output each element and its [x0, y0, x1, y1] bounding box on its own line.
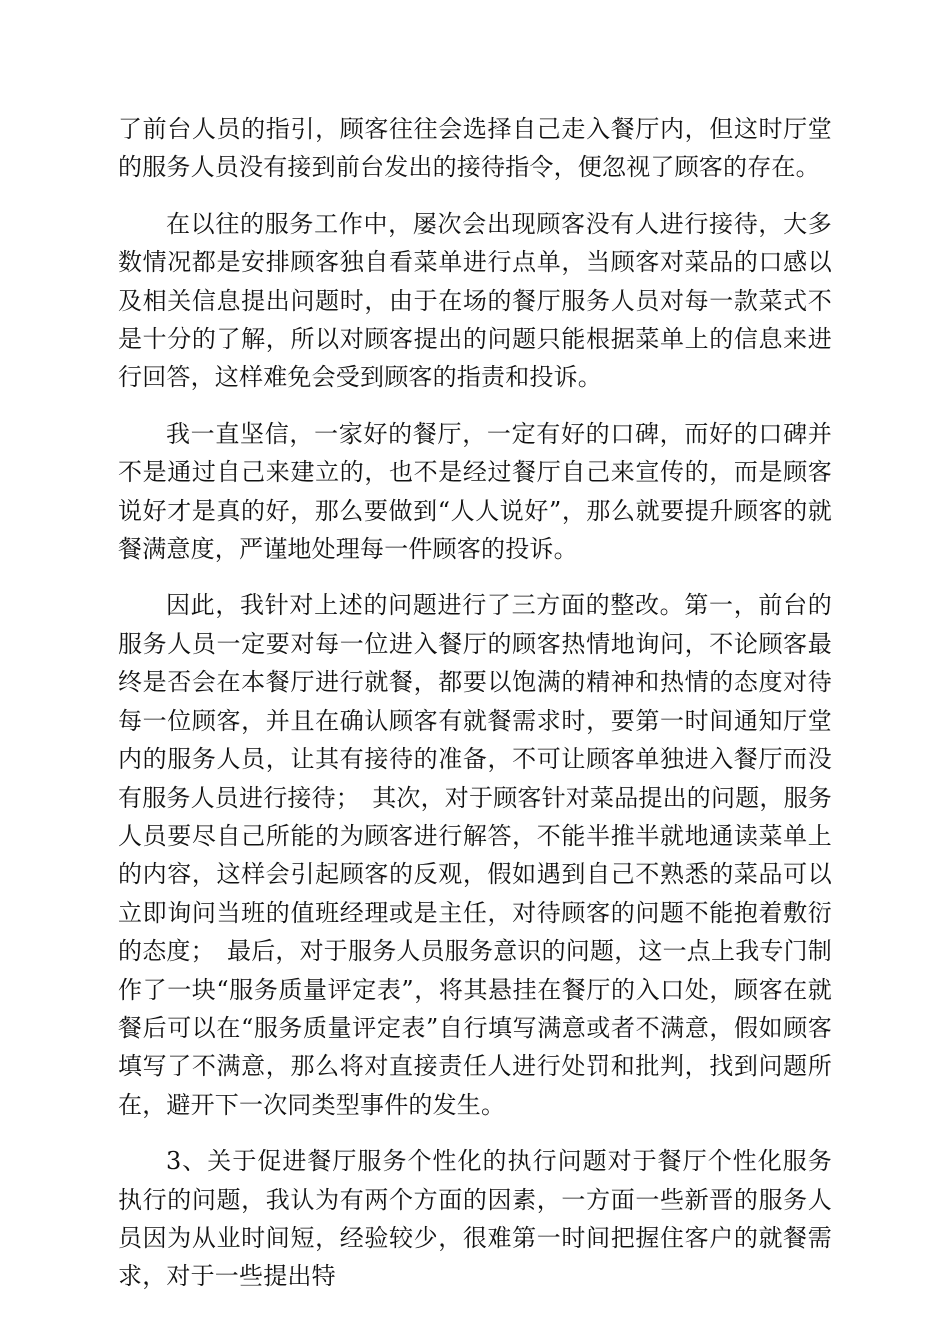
paragraph-2: 在以往的服务工作中，屡次会出现顾客没有人进行接待，大多数情况都是安排顾客独自看菜单进行点单，当顾客对菜品的口感以及相关信息提出问题时，由于在场的餐厅服务人员对每一款菜式不是十分的了解，所以对顾客提出的问题只能根据菜单上的信息来进行回答，这样难免会受到顾客的指责和投诉。: [118, 209, 832, 392]
paragraph-1: 了前台人员的指引，顾客往往会选择自己走入餐厅内，但这时厅堂的服务人员没有接到前台发出的接待指令，便忽视了顾客的存在。: [118, 115, 832, 182]
paragraph-3: 我一直坚信，一家好的餐厅，一定有好的口碑，而好的口碑并不是通过自己来建立的，也不是经过餐厅自己来宣传的，而是顾客说好才是真的好，那么要做到“人人说好”，那么就要提升顾客的就餐满意度，严谨地处理每一件顾客的投诉。: [118, 419, 832, 564]
document-page: [118, 110, 832, 1314]
paragraph-5: 3、关于促进餐厅服务个性化的执行问题对于餐厅个性化服务执行的问题，我认为有两个方面的因素，一方面一些新晋的服务人员因为从业时间短，经验较少，很难第一时间把握住客户的就餐需求，对于一些提出特: [118, 1147, 832, 1291]
paragraph-4: 因此，我针对上述的问题进行了三方面的整改。第一，前台的服务人员一定要对每一位进入餐厅的顾客热情地询问，不论顾客最终是否会在本餐厅进行就餐，都要以饱满的精神和热情的态度对待每一位顾客，并且在确认顾客有就餐需求时，要第一时间通知厅堂内的服务人员，让其有接待的准备，不可让顾客单独进入餐厅而没有服务人员进行接待； 其次，对于顾客针对菜品提出的问题，服务人员要尽自己所能的为顾客进行解答，不能半推半就地通读菜单上的内容，这样会引起顾客的反观，假如遇到自己不熟悉的菜品可以立即询问当班的值班经理或是主任，对待顾客的问题不能抱着敷衍的态度； 最后，对于服务人员服务意识的问题，这一点上我专门制作了一块“服务质量评定表”，将其悬挂在餐厅的入口处，顾客在就餐后可以在“服务质量评定表”自行填写满意或者不满意，假如顾客填写了不满意，那么将对直接责任人进行处罚和批判，找到问题所在，避开下一次同类型事件的发生。: [118, 591, 832, 1119]
